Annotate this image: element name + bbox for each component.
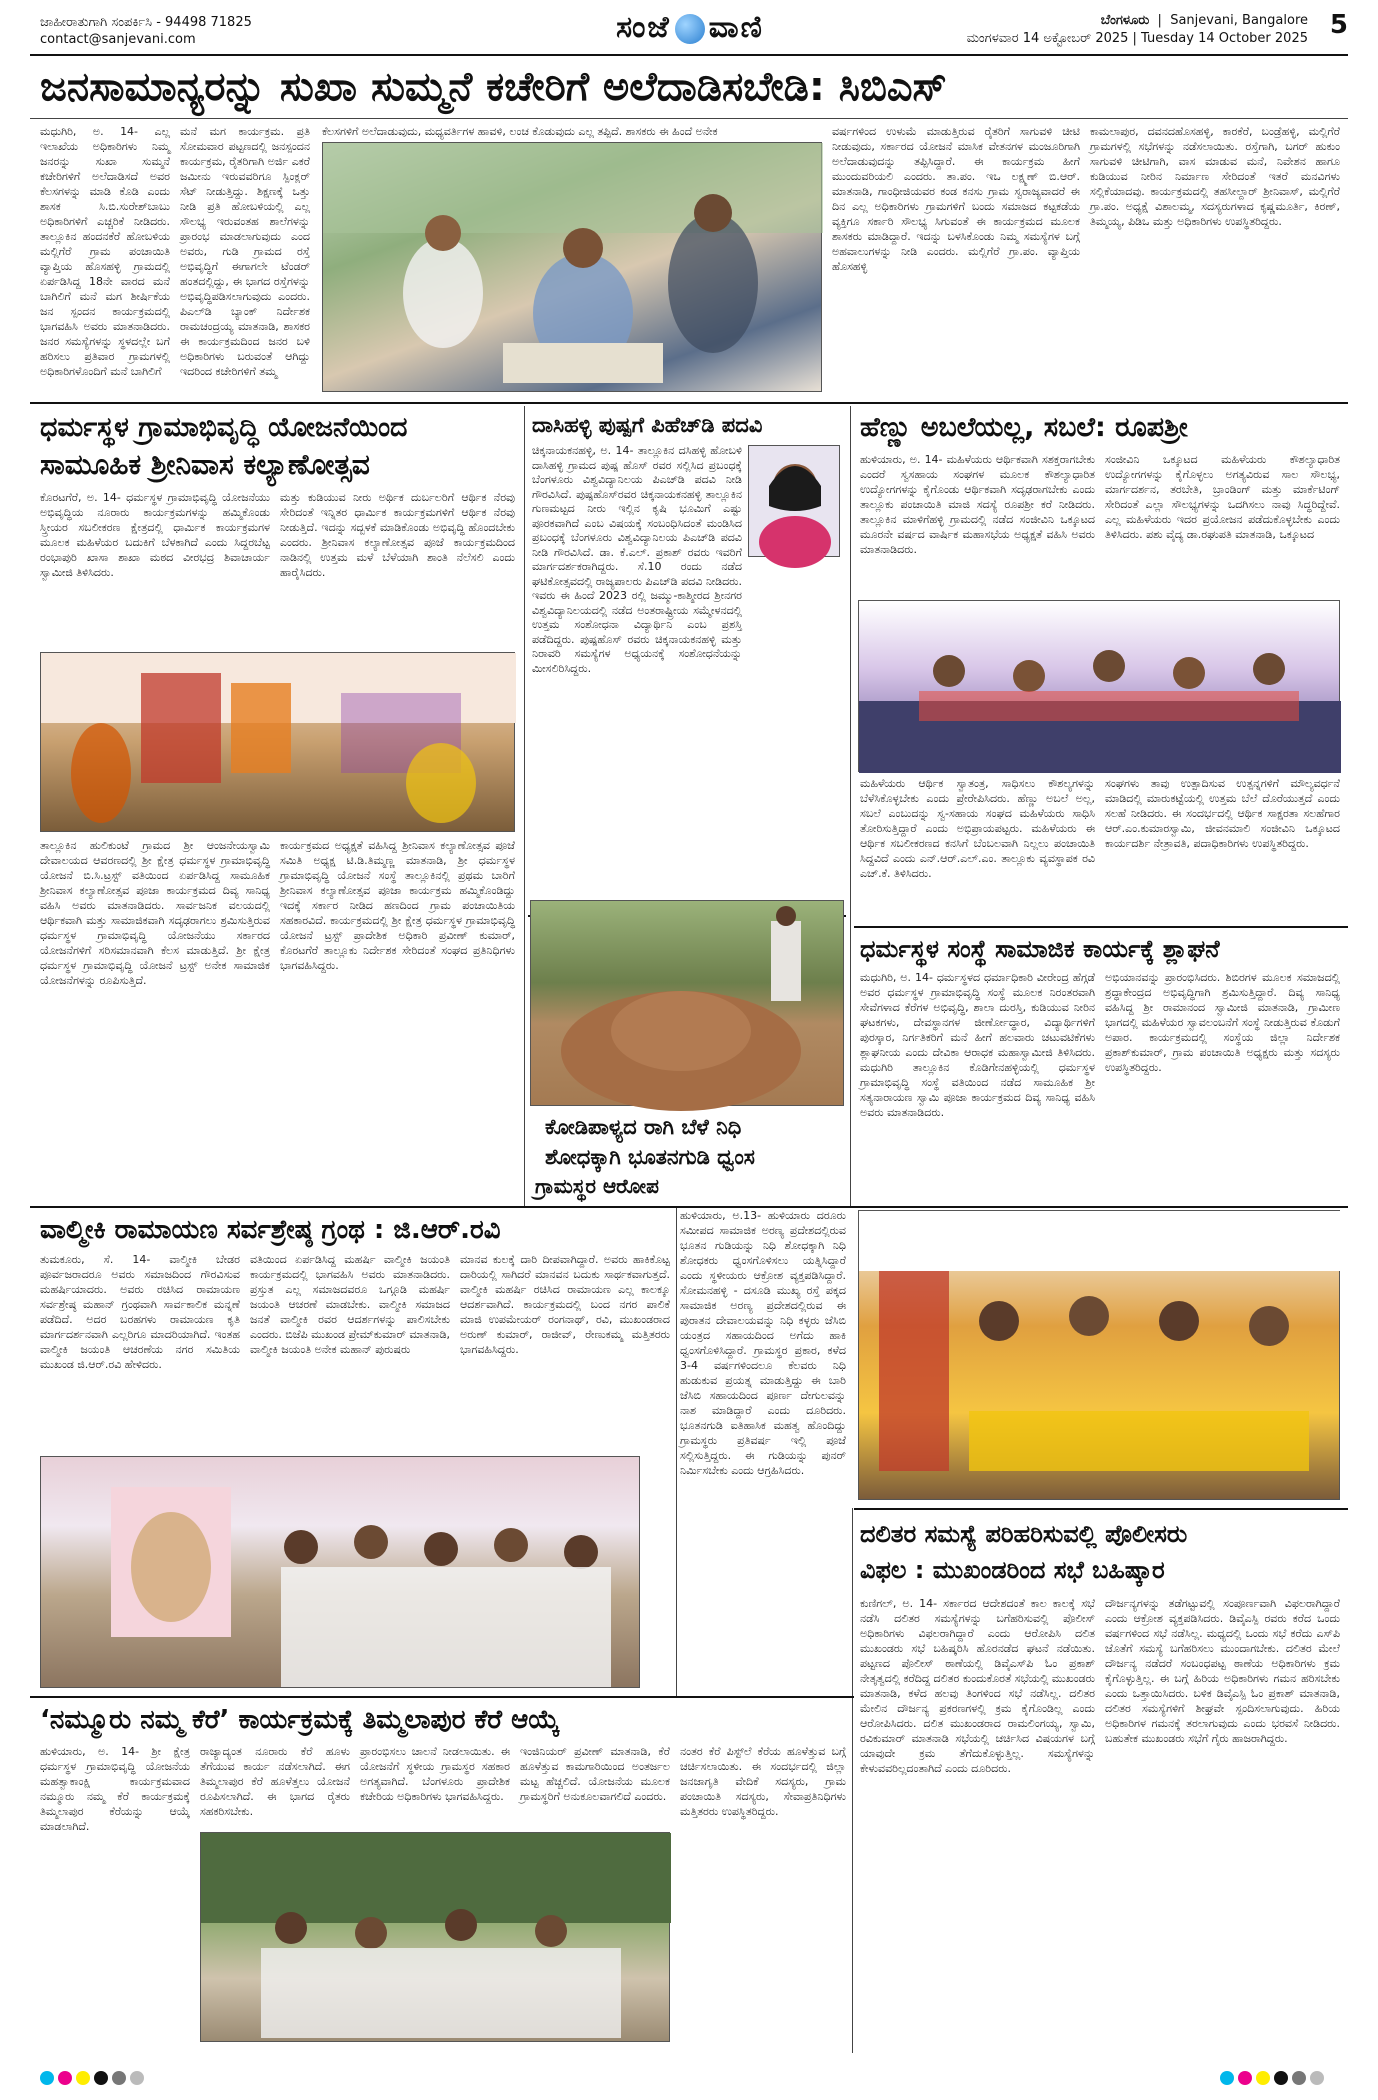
kere-col-3: ಪ್ರಾರಂಭಿಸಲು ಚಾಲನೆ ನೀಡಲಾಯಿತು. ಈ ಯೋಜನೆಗೆ ಸ್ಥಳೀಯ ಗ್ರಾಮಸ್ಥರ ಸಹಕಾರ ಅಗತ್ಯವಾಗಿದೆ. ಬೆಂಗಳೂರು ಪ್ರಾದೇಶಿಕ ಕಚೇರಿಯ ಅಧಿಕಾರಿಗಳು ಭಾಗವಹಿಸಿದ್ದರು. xyxy=(360,1745,510,1803)
valmiki-col-1: ತುಮಕೂರು, ಸೆ. 14- ವಾಲ್ಮೀಕಿ ಬೇಡರ ಪೂರ್ವಜರಾದರೂ ಅವರು ಸಮಾಜದಿಂದ ಗೌರವಿಸುವ ಮಹರ್ಷಿಯಾದರು. ಅವರು ರಚಿಸಿದ ರಾಮಾಯಣ ಸರ್ವಶ್ರೇಷ್ಠ ಮಹಾನ್ ಗ್ರಂಥವಾಗಿ ಸಾರ್ವಕಾಲಿಕ ಮನ್ನಣೆ ಪಡೆದಿದೆ. ಅದರ ಬರಹಗಳು ರಾಮಾಯಣ ಕೃತಿ ಮಾರ್ಗದರ್ಶನವಾಗಿ ಎಲ್ಲರಿಗೂ ಮಾದರಿಯಾಗಿದೆ. ಇಂತಹ ವಾಲ್ಮೀಕಿ ಜಯಂತಿ ಆಚರಣೆಯ ನಗರ ಸಮಿತಿಯ ಮುಖಂಡ ಜಿ.ಆರ್.ರವಿ ಹೇಳಿದರು. xyxy=(40,1253,240,1371)
kodi-text: ಹುಳಿಯಾರು, ಅ.13- ಹುಳಿಯಾರು ದರೂರು ಸಮೀಪದ ಸಾಮಾಜಿಕ ಅರಣ್ಯ ಪ್ರದೇಶದಲ್ಲಿರುವ ಭೂತನ ಗುಡಿಯನ್ನು ನಿಧಿ ಶೋಧಕ್ಕಾಗಿ ನಿಧಿ ಶೋಧಕರು ಧ್ವಂಸಗೊಳಿಸಲು ಯತ್ನಿಸಿದ್ದಾರೆ ಎಂದು ಸ್ಥಳೀಯರು ಆಕ್ರೋಶ ವ್ಯಕ್ತಪಡಿಸಿದ್ದಾರೆ. ಸೋಮನಹಳ್ಳಿ - ದಸೂಡಿ ಮುಖ್ಯ ರಸ್ತೆ ಪಕ್ಕದ ಸಾಮಾಜಿಕ ಅರಣ್ಯ ಪ್ರದೇಶದಲ್ಲಿರುವ ಈ ಪುರಾತನ ದೇವಾಲಯವನ್ನು ನಿಧಿ ಕಳ್ಳರು ಜೆಸಿಬಿ ಯಂತ್ರದ ಸಹಾಯದಿಂದ ಅಗೆದು ಹಾಕಿ ಧ್ವಂಸಗೊಳಿಸಿದ್ದಾರೆ. ಗ್ರಾಮಸ್ಥರ ಪ್ರಕಾರ, ಕಳೆದ 3-4 ವರ್ಷಗಳಿಂದಲೂ ಕೆಲವರು ನಿಧಿ ಹುಡುಕುವ ಪ್ರಯತ್ನ ಮಾಡುತ್ತಿದ್ದು ಈ ಬಾರಿ ಜೆಸಿಬಿ ಸಹಾಯದಿಂದ ಪೂರ್ಣ ದೇಗುಲವನ್ನು ನಾಶ ಮಾಡಿದ್ದಾರೆ ಎಂದು ದೂರಿದರು. ಭೂತನಗುಡಿ ಐತಿಹಾಸಿಕ ಮಹತ್ವ ಹೊಂದಿದ್ದು ಗ್ರಾಮಸ್ಥರು ಪ್ರತಿವರ್ಷ ಇಲ್ಲಿ ಪೂಜೆ ಸಲ್ಲಿಸುತ್ತಿದ್ದರು. ಈ ಗುಡಿಯನ್ನು ಪುನರ್‌ ನಿರ್ಮಿಸಬೇಕು ಎಂದು ಆಗ್ರಹಿಸಿದರು. xyxy=(680,1209,846,1477)
dharma2-headline: ಧರ್ಮಸ್ಥಳ ಸಂಸ್ಥೆ ಸಾಮಾಜಿಕ ಕಾರ್ಯಕ್ಕೆ ಶ್ಲಾಘನೆ xyxy=(860,935,1220,963)
dharma1-photo xyxy=(40,652,515,832)
divider xyxy=(30,1206,1348,1208)
dalit-headline-2: ವಿಫಲ : ಮುಖಂಡರಿಂದ ಸಭೆ ಬಹಿಷ್ಕಾರ xyxy=(860,1556,1165,1584)
cmyk-marks-right xyxy=(1220,2070,1328,2089)
advert-phone: ಜಾಹೀರಾತುಗಾಗಿ ಸಂಪರ್ಕಿಸಿ - 94498 71825 xyxy=(40,15,252,30)
dharma2-col-1: ಮಧುಗಿರಿ, ಅ. 14- ಧರ್ಮಸ್ಥಳದ ಧರ್ಮಾಧಿಕಾರಿ ವೀರೇಂದ್ರ ಹೆಗ್ಗಡೆ ಅವರ ಧರ್ಮಸ್ಥಳ ಗ್ರಾಮಾಭಿವೃದ್ಧಿ ಸಂಸ್ಥೆ ಮೂಲಕ ನಿರಂತರವಾಗಿ ಸೇವೆಗಳಾದ ಕೆರೆಗಳ ಅಭಿವೃದ್ಧಿ, ಶಾಲಾ ದುರಸ್ತಿ, ಕುಡಿಯುವ ನೀರಿನ ಘಟಕಗಳು, ದೇವಸ್ಥಾನಗಳ ಜೀರ್ಣೋದ್ಧಾರ, ವಿದ್ಯಾರ್ಥಿಗಳಿಗೆ ಪುರಸ್ಕಾರ, ನಿರ್ಗತಿಕರಿಗೆ ಮನೆ ಹೀಗೆ ಹಲವಾರು ಚಟುವಟಿಕೆಗಳು ಶ್ಲಾಘನೀಯ ಎಂದು ದೇವಿಕಾ ಆರಾಧಕ ಮಹಾಸ್ವಾಮೀಜಿ ತಿಳಿಸಿದರು. ಮಧುಗಿರಿ ತಾಲ್ಲೂಕಿನ ಕೊಡಿಗೇನಹಳ್ಳಿಯಲ್ಲಿ ಧರ್ಮಸ್ಥಳ ಗ್ರಾಮಾಭಿವೃದ್ಧಿ ಸಂಸ್ಥೆ ವತಿಯಿಂದ ನಡೆದ ಸಾಮೂಹಿಕ ಶ್ರೀ ಸತ್ಯನಾರಾಯಣ ಸ್ವಾಮಿ ಪೂಜಾ ಕಾರ್ಯಕ್ರಮದ ದಿವ್ಯ ಸಾನಿಧ್ಯ ವಹಿಸಿ ಅವರು ಮಾತನಾಡಿದರು. xyxy=(860,971,1095,1119)
dalit-col-1: ಕುಣಿಗಲ್, ಅ. 14- ಸರ್ಕಾರದ ಆದೇಶದಂತೆ ಕಾಲ ಕಾಲಕ್ಕೆ ಸಭೆ ನಡೆಸಿ ದಲಿತರ ಸಮಸ್ಯೆಗಳನ್ನು ಬಗೆಹರಿಸುವಲ್ಲಿ ಪೊಲೀಸ್ ಅಧಿಕಾರಿಗಳು ವಿಫಲರಾಗಿದ್ದಾರೆ ಎಂದು ಆರೋಪಿಸಿ ದಲಿತ ಮುಖಂಡರು ಸಭೆ ಬಹಿಷ್ಕರಿಸಿ ಹೊರನಡೆದ ಘಟನೆ ನಡೆಯಿತು. ಪಟ್ಟಣದ ಪೊಲೀಸ್ ಠಾಣೆಯಲ್ಲಿ ಡಿವೈಎಸ್‌ಪಿ ಓಂ ಪ್ರಕಾಶ್ ನೇತೃತ್ವದಲ್ಲಿ ಕರೆದಿದ್ದ ದಲಿತರ ಕುಂದುಕೊರತೆ ಸಭೆಯಲ್ಲಿ ಮುಖಂಡರು ಮಾತನಾಡಿ, ಕಳೆದ ಹಲವು ತಿಂಗಳಿಂದ ಸಭೆ ನಡೆಸಿಲ್ಲ. ದಲಿತರ ಮೇಲಿನ ದೌರ್ಜನ್ಯ ಪ್ರಕರಣಗಳಲ್ಲಿ ಕ್ರಮ ಕೈಗೊಂಡಿಲ್ಲ ಎಂದು ಆರೋಪಿಸಿದರು. ದಲಿತ ಮುಖಂಡರಾದ ರಾಮಲಿಂಗಯ್ಯ, ಸ್ವಾಮಿ, ರವಿಕುಮಾರ್ ಮಾತನಾಡಿ ಸಭೆಯಲ್ಲಿ ಚರ್ಚಿಸಿದ ವಿಷಯಗಳ ಬಗ್ಗೆ ಯಾವುದೇ ಕ್ರಮ ತೆಗೆದುಕೊಳ್ಳುತ್ತಿಲ್ಲ. ಸಮಸ್ಯೆಗಳನ್ನು ಕೇಳುವವರಿಲ್ಲದಂತಾಗಿದೆ ಎಂದು ದೂರಿದರು. xyxy=(860,1597,1095,1775)
lead-col-2: ಮನೆ ಮಗ ಕಾರ್ಯಕ್ರಮ. ಪ್ರತಿ ಸೋಮವಾರ ಪಟ್ಟಣದಲ್ಲಿ ಜನಸ್ಪಂದನ ಕಾರ್ಯಕ್ರಮ, ರೈತರಿಗಾಗಿ ಅರ್ಜಿ ಎಕರೆ ಜಮೀನು ಇರುವವರಿಗೂ ಸ್ಪಿಂಕ್ಲರ್ ಸೆಟ್ ನೀಡುತ್ತಿದ್ದು. ಶಿಕ್ಷಣಕ್ಕೆ ಒತ್ತು ನೀಡಿ ಪ್ರತಿ ಹೋಬಳಿಯಲ್ಲಿ ಎಲ್ಲ ಸೌಲಭ್ಯ ಇರುವಂತಹ ಶಾಲೆಗಳನ್ನು ಪ್ರಾರಂಭ ಮಾಡಲಾಗುವುದು ಎಂದ ಅವರು, ಗುಡಿ ಗ್ರಾಮದ ರಸ್ತೆ ಅಭಿವೃದ್ಧಿಗೆ ಈಗಾಗಲೇ ಟೆಂಡರ್ ಹಂತದಲ್ಲಿದ್ದು, ಈ ಭಾಗದ ರಸ್ತೆಗಳನ್ನು ಅಭಿವೃದ್ಧಿಪಡಿಸಲಾಗುವುದು ಎಂದರು. ಪಿಎಲ್‌ಡಿ ಬ್ಯಾಂಕ್ ನಿರ್ದೇಶಕ ರಾಮಚಂದ್ರಯ್ಯ ಮಾತನಾಡಿ, ಶಾಸಕರ ಈ ಕಾರ್ಯಕ್ರಮದಿಂದ ಜನರ ಬಳಿ ಅಧಿಕಾರಿಗಳು ಬರುವಂತೆ ಆಗಿದ್ದು ಇದರಿಂದ ಕಚೇರಿಗಳಿಗೆ ತಮ್ಮ xyxy=(180,125,310,378)
column-rule xyxy=(852,1508,853,2053)
masthead-right: ವಾಣಿ xyxy=(708,10,764,45)
lead-headline: ಜನಸಾಮಾನ್ಯರನ್ನು ಸುಖಾ ಸುಮ್ಮನೆ ಕಚೇರಿಗೆ ಅಲೆದಾಡಿಸಬೇಡಿ: ಸಿಬಿಎಸ್ xyxy=(40,64,947,110)
henn-below-2: ಸಂಘಗಳು ತಾವು ಉತ್ಪಾದಿಸುವ ಉತ್ಪನ್ನಗಳಿಗೆ ಮೌಲ್ಯವರ್ಧನೆ ಮಾಡಿದಲ್ಲಿ ಮಾರುಕಟ್ಟೆಯಲ್ಲಿ ಉತ್ತಮ ಬೆಲೆ ದೊರೆಯುತ್ತದೆ ಎಂದು ಸಲಹೆ ನೀಡಿದರು. ಈ ಸಂದರ್ಭದಲ್ಲಿ ಆರ್ಥಿಕ ಸಾಕ್ಷರತಾ ಸಲಹೆಗಾರ ಆರ್.ಎಂ.ಕುಮಾರಸ್ವಾಮಿ, ಜೀವನಮಾಲಿ ಸಂಜೀವಿನಿ ಒಕ್ಕೂಟದ ಕಾರ್ಯದರ್ಶಿ ನೇತ್ರಾವತಿ, ಪದಾಧಿಕಾರಿಗಳು ಉಪಸ್ಥಿತರಿದ್ದರು. xyxy=(1105,777,1340,850)
henn-headline: ಹೆಣ್ಣು ಅಬಲೆಯಲ್ಲ, ಸಬಲೆ: ರೂಪಶ್ರೀ xyxy=(860,412,1188,443)
kere-col-4: ಇಂಜಿನಿಯರ್ ಪ್ರವೀಣ್ ಮಾತನಾಡಿ, ಕೆರೆ ಹೂಳೆತ್ತುವ ಕಾಮಗಾರಿಯಿಂದ ಅಂತರ್ಜಲ ಮಟ್ಟ ಹೆಚ್ಚಲಿದೆ. ಯೋಜನೆಯ ಮೂಲಕ ಗ್ರಾಮಸ್ಥರಿಗೆ ಅನುಕೂಲವಾಗಲಿದೆ ಎಂದರು. xyxy=(520,1745,670,1803)
dharma1-below-2: ಕಾರ್ಯಕ್ರಮದ ಅಧ್ಯಕ್ಷತೆ ವಹಿಸಿದ್ದ ಶ್ರೀನಿವಾಸ ಕಲ್ಯಾಣೋತ್ಸವ ಪೂಜೆ ಸಮಿತಿ ಅಧ್ಯಕ್ಷ ಟಿ.ಡಿ.ತಿಮ್ಮಣ್ಣ ಮಾತನಾಡಿ, ಶ್ರೀ ಧರ್ಮಸ್ಥಳ ಗ್ರಾಮಾಭಿವೃದ್ಧಿ ಯೋಜನೆ ಸಂಸ್ಥೆ ತಾಲ್ಲೂಕಿನಲ್ಲಿ ಪ್ರಥಮ ಬಾರಿಗೆ ಶ್ರೀನಿವಾಸ ಕಲ್ಯಾಣೋತ್ಸವ ಪೂಜಾ ಕಾರ್ಯಕ್ರಮ ಹಮ್ಮಿಕೊಂಡಿದ್ದು ಇದಕ್ಕೆ ಸರ್ಕಾರ ನೀಡಿದ ಹಣದಿಂದ ಗ್ರಾಮ ಪಂಚಾಯಿತಿಯ ಸಹಕಾರವಿದೆ. ಕಾರ್ಯಕ್ರಮದಲ್ಲಿ ಶ್ರೀ ಕ್ಷೇತ್ರ ಧರ್ಮಸ್ಥಳ ಗ್ರಾಮಾಭಿವೃದ್ಧಿ ಯೋಜನೆ ಟ್ರಸ್ಟ್ ಪ್ರಾದೇಶಿಕ ಅಧಿಕಾರಿ ಪ್ರವೀಣ್ ಕುಮಾರ್, ಕೊರಟಗೆರೆ ತಾಲ್ಲೂಕು ನಿರ್ದೇಶಕ ಸೇರಿದಂತೆ ಸಂಘದ ಪ್ರತಿನಿಧಿಗಳು ಭಾಗವಹಿಸಿದ್ದರು. xyxy=(280,839,515,972)
kere-col-2: ರಾಜ್ಯಾದ್ಯಂತ ನೂರಾರು ಕೆರೆ ಹೂಳು ತೆಗೆಯುವ ಕಾರ್ಯ ನಡೆಸಲಾಗಿದೆ. ಈಗ ತಿಮ್ಮಲಾಪುರ ಕೆರೆ ಹೂಳೆತ್ತಲು ಯೋಜನೆ ರೂಪಿಸಲಾಗಿದೆ. ಈ ಭಾಗದ ರೈತರು ಸಹಕರಿಸಬೇಕು. xyxy=(200,1745,350,1818)
henn-photo xyxy=(858,600,1340,772)
dharma2-photo xyxy=(858,1210,1340,1500)
kere-headline: ‘ನಮ್ಮೂರು ನಮ್ಮ ಕೆರೆ’ ಕಾರ್ಯಕ್ರಮಕ್ಕೆ ತಿಮ್ಮಲಾಪುರ ಕೆರೆ ಆಯ್ಕೆ xyxy=(40,1705,560,1735)
dharma2-col-2: ಅಭಿಯಾನವನ್ನು ಪ್ರಾರಂಭಿಸಿದರು. ಶಿಬಿರಗಳ ಮೂಲಕ ಸಮಾಜದಲ್ಲಿ ಶ್ರದ್ಧಾಕೇಂದ್ರದ ಅಭಿವೃದ್ಧಿಗಾಗಿ ಶ್ರಮಿಸುತ್ತಿದ್ದಾರೆ. ದಿವ್ಯ ಸಾನಿಧ್ಯ ವಹಿಸಿದ್ದ ಶ್ರೀ ರಾಮಾನಂದ ಸ್ವಾಮೀಜಿ ಮಾತನಾಡಿ, ಗ್ರಾಮೀಣ ಭಾಗದಲ್ಲಿ ಮಹಿಳೆಯರ ಸ್ವಾವಲಂಬನೆಗೆ ಸಂಸ್ಥೆ ನೀಡುತ್ತಿರುವ ಕೊಡುಗೆ ಅಪಾರ. ಕಾರ್ಯಕ್ರಮದಲ್ಲಿ ಸಂಸ್ಥೆಯ ಜಿಲ್ಲಾ ನಿರ್ದೇಶಕ ಪ್ರಕಾಶ್‌ಕುಮಾರ್, ಗ್ರಾಮ ಪಂಚಾಯಿತಿ ಅಧ್ಯಕ್ಷರು ಮತ್ತು ಸದಸ್ಯರು ಉಪಸ್ಥಿತರಿದ್ದರು. xyxy=(1105,971,1340,1074)
valmiki-photo xyxy=(40,1456,640,1688)
kere-col-1: ಹುಳಿಯಾರು, ಅ. 14- ಶ್ರೀ ಕ್ಷೇತ್ರ ಧರ್ಮಸ್ಥಳ ಗ್ರಾಮಾಭಿವೃದ್ಧಿ ಯೋಜನೆಯ ಮಹತ್ವಾಕಾಂಕ್ಷಿ ಕಾರ್ಯಕ್ರಮವಾದ ನಮ್ಮೂರು ನಮ್ಮ ಕೆರೆ ಕಾರ್ಯಕ್ರಮಕ್ಕೆ ತಿಮ್ಮಲಾಪುರ ಕೆರೆಯನ್ನು ಆಯ್ಕೆ ಮಾಡಲಾಗಿದೆ. xyxy=(40,1745,190,1833)
kodi-headline-3: ಗ್ರಾಮಸ್ಥರ ಆರೋಪ xyxy=(535,1174,659,1198)
lead-col-1: ಮಧುಗಿರಿ, ಅ. 14- ಎಲ್ಲ ಇಲಾಖೆಯ ಅಧಿಕಾರಿಗಳು ನಿಮ್ಮ ಜನರನ್ನು ಸುಖಾ ಸುಮ್ಮನೆ ಕಚೇರಿಗಳಿಗೆ ಅಲೆದಾಡಿಸದೆ ಅವರ ಕೆಲಸಗಳನ್ನು ಮಾಡಿ ಕೊಡಿ ಎಂದು ಶಾಸಕ ಸಿ.ಬಿ.ಸುರೇಶ್‌ಬಾಬು ಅಧಿಕಾರಿಗಳಿಗೆ ಎಚ್ಚರಿಕೆ ನೀಡಿದರು. ತಾಲ್ಲೂಕಿನ ಹಂದನಕೆರೆ ಹೋಬಳಿಯ ಮಲ್ಲಿಗೆರೆ ಗ್ರಾಮ ಪಂಚಾಯಿತಿ ವ್ಯಾಪ್ತಿಯ ಹೊಸಹಳ್ಳಿ ಗ್ರಾಮದಲ್ಲಿ ಏರ್ಪಡಿಸಿದ್ದ 18ನೇ ವಾರದ ಮನೆ ಬಾಗಿಲಿಗೆ ಮನೆ ಮಗ ಶೀರ್ಷಿಕೆಯ ಜನ ಸ್ಪಂದನ ಕಾರ್ಯಕ್ರಮದಲ್ಲಿ ಭಾಗವಹಿಸಿ ಅವರು ಮಾತನಾಡಿದರು. ಜನರ ಸಮಸ್ಯೆಗಳನ್ನು ಸ್ಥಳದಲ್ಲೇ ಬಗೆ ಹರಿಸಲು ಪ್ರತಿವಾರ ಗ್ರಾಮಗಳಲ್ಲಿ ಅಧಿಕಾರಿಗಳೊಂದಿಗೆ ಮನೆ ಬಾಗಿಲಿಗೆ xyxy=(40,125,170,378)
cmyk-marks-left xyxy=(40,2070,148,2089)
kodi-headline-1: ಕೋಡಿಪಾಳ್ಯದ ರಾಗಿ ಬೆಳೆ ನಿಧಿ xyxy=(545,1115,742,1139)
dasi-lede xyxy=(532,444,742,675)
contact-email[interactable]: contact@sanjevani.com xyxy=(40,32,196,47)
date-line: ಮಂಗಳವಾರ 14 ಅಕ್ಟೋಬರ್ 2025 | Tuesday 14 October 2025 xyxy=(966,31,1308,46)
edition-info: ಬೆಂಗಳೂರು | Sanjevani, Bangalore ಮಂಗಳವಾರ 14 ಅಕ್ಟೋಬರ್ 2025 | Tuesday 14 October 2025 xyxy=(966,13,1308,46)
edition: Sanjevani, Bangalore xyxy=(1170,13,1308,28)
divider xyxy=(854,1508,1348,1510)
valmiki-col-2: ವತಿಯಿಂದ ಏರ್ಪಡಿಸಿದ್ದ ಮಹರ್ಷಿ ವಾಲ್ಮೀಕಿ ಜಯಂತಿ ಕಾರ್ಯಕ್ರಮದಲ್ಲಿ ಭಾಗವಹಿಸಿ ಅವರು ಮಾತನಾಡಿದರು. ಪ್ರಸ್ತುತ ಎಲ್ಲ ಸಮಾಜದವರೂ ಒಗ್ಗೂಡಿ ಮಹರ್ಷಿ ಜಯಂತಿ ಆಚರಣೆ ಮಾಡಬೇಕು. ವಾಲ್ಮೀಕಿ ಸಮಾಜದ ಜನತೆ ವಾಲ್ಮೀಕಿ ರವರ ಆದರ್ಶಗಳನ್ನು ಪಾಲಿಸಬೇಕು ಎಂದರು. ಬಿಜೆಪಿ ಮುಖಂಡ ಪ್ರೇಮ್‌ಕುಮಾರ್ ಮಾತನಾಡಿ, ವಾಲ್ಮೀಕಿ ಜಯಂತಿ ಅನೇಕ ಮಹಾನ್ ಪುರುಷರು xyxy=(250,1253,450,1356)
kodi-photo xyxy=(530,900,844,1106)
globe-icon xyxy=(675,14,705,44)
henn-below-1: ಮಹಿಳೆಯರು ಆರ್ಥಿಕ ಸ್ವಾತಂತ್ರ, ಸಾಧಿಸಲು ಕೌಶಲ್ಯಗಳನ್ನು ಬೆಳೆಸಿಕೊಳ್ಳಬೇಕು ಎಂದು ಪ್ರೇರೇಪಿಸಿದರು. ಹೆಣ್ಣು ಅಬಲೆ ಅಲ್ಲ, ಸಬಲೆ ಎಂಬುದನ್ನು ಸ್ವ-ಸಹಾಯ ಸಂಘದ ಮಹಿಳೆಯರು ಸಾಧಿಸಿ ತೋರಿಸುತ್ತಿದ್ದಾರೆ ಎಂದು ಅಭಿಪ್ರಾಯಪಟ್ಟರು. ಮಹಿಳೆಯರು ಈ ಆರ್ಥಿಕ ಸಬಲೀಕರಣದ ಕನಸಿಗೆ ಬೆಂಬಲವಾಗಿ ನಿಲ್ಲಲು ಪಂಚಾಯಿತಿ ಸಿದ್ದವಿದೆ ಎಂದು ಎನ್.ಆರ್.ಎಲ್.ಎಂ. ತಾಲ್ಲೂಕು ವ್ಯವಸ್ಥಾಪಕ ರವಿ ಎಚ್.ಕೆ. ತಿಳಿಸಿದರು. xyxy=(860,777,1095,880)
dharma1-col-2: ಮತ್ತು ಕುಡಿಯುವ ನೀರು ಅರ್ಥಿಕ ದುರ್ಬಲರಿಗೆ ಆರ್ಥಿಕ ನೆರವು ಸೇರಿದಂತೆ ಇನ್ನಿತರ ಧಾರ್ಮಿಕ ಕಾರ್ಯಕ್ರಮಗಳಿಗೆ ಆರ್ಥಿಕ ನೆರವು ನೀಡುತ್ತಿದೆ. ಇದನ್ನು ಸದ್ಬಳಕೆ ಮಾಡಿಕೊಂಡು ಅಭಿವೃದ್ಧಿ ಹೊಂದಬೇಕು ಎಂದರು. ಶ್ರೀನಿವಾಸ ಕಲ್ಯಾಣೋತ್ಸವ ಪೂಜೆ ಕಾರ್ಯಕ್ರಮದಿಂದ ನಾಡಿನಲ್ಲಿ ಉತ್ತಮ ಮಳೆ ಬೆಳೆಯಾಗಿ ಶಾಂತಿ ನೆಲೆಸಲಿ ಎಂದು ಹಾರೈಸಿದರು. xyxy=(280,491,515,579)
dasi-portrait xyxy=(748,445,840,557)
valmiki-col-3: ಮಾನವ ಕುಲಕ್ಕೆ ದಾರಿ ದೀಪವಾಗಿದ್ದಾರೆ. ಅವರು ಹಾಕಿಕೊಟ್ಟ ದಾರಿಯಲ್ಲಿ ಸಾಗಿದರೆ ಮಾನವನ ಬದುಕು ಸಾರ್ಥಕವಾಗುತ್ತದೆ. ವಾಲ್ಮೀಕಿ ಮಹರ್ಷಿ ರಚಿಸಿದ ರಾಮಾಯಣ ಎಲ್ಲ ಕಾಲಕ್ಕೂ ಆದರ್ಶವಾಗಿದೆ. ಕಾರ್ಯಕ್ರಮದಲ್ಲಿ ಬಂದ ನಗರ ಪಾಲಿಕೆ ಮಾಜಿ ಉಪಮೇಯರ್ ರಂಗನಾಥ್, ರವಿ, ಮುಖಂಡರಾದ ಅರುಣ್ ಕುಮಾರ್, ರಾಜೀವ್, ರೇಣುಕಮ್ಮ ಮತ್ತಿತರರು ಭಾಗವಹಿಸಿದ್ದರು. xyxy=(460,1253,670,1356)
henn-col-1: ಹುಳಿಯಾರು, ಅ. 14- ಮಹಿಳೆಯರು ಆರ್ಥಿಕವಾಗಿ ಸಶಕ್ತರಾಗಬೇಕು ಎಂದರೆ ಸ್ವಸಹಾಯ ಸಂಘಗಳ ಮೂಲಕ ಕೌಶಲ್ಯಾಧಾರಿತ ಉದ್ಯೋಗಗಳನ್ನು ಕೈಗೊಂಡು ಆರ್ಥಿಕವಾಗಿ ಸದೃಢರಾಗಬೇಕು ಎಂದು ತಾಲ್ಲೂಕು ಪಂಚಾಯಿತಿ ಮಾಜಿ ಸದಸ್ಯೆ ರೂಪಶ್ರೀ ಕರೆ ನೀಡಿದರು. ತಾಲ್ಲೂಕಿನ ಮಾಳಿಗೆಹಳ್ಳಿ ಗ್ರಾಮದಲ್ಲಿ ನಡೆದ ಸಂಜೀವಿನಿ ಒಕ್ಕೂಟದ ಮೂರನೇ ವರ್ಷದ ವಾರ್ಷಿಕ ಮಹಾಸಭೆಯ ಅಧ್ಯಕ್ಷತೆ ವಹಿಸಿ ಅವರು ಮಾತನಾಡಿದರು. xyxy=(860,453,1095,556)
lead-photo xyxy=(322,142,822,392)
dharma1-below-1: ತಾಲ್ಲೂಕಿನ ಹುಲಿಕುಂಟೆ ಗ್ರಾಮದ ಶ್ರೀ ಆಂಜನೇಯಸ್ವಾಮಿ ದೇವಾಲಯದ ಆವರಣದಲ್ಲಿ ಶ್ರೀ ಕ್ಷೇತ್ರ ಧರ್ಮಸ್ಥಳ ಗ್ರಾಮಾಭಿವೃದ್ಧಿ ಯೋಜನೆ ಬಿ.ಸಿ.ಟ್ರಸ್ಟ್ ವತಿಯಿಂದ ಏರ್ಪಡಿಸಿದ್ದ ಸಾಮೂಹಿಕ ಶ್ರೀನಿವಾಸ ಕಲ್ಯಾಣೋತ್ಸವ ಪೂಜಾ ಕಾರ್ಯಕ್ರಮದ ದಿವ್ಯ ಸಾನಿಧ್ಯ ವಹಿಸಿ ಅವರು ಮಾತನಾಡಿದರು. ಸಾರ್ವಜನಿಕ ವಲಯದಲ್ಲಿ ಆರ್ಥಿಕವಾಗಿ ಮತ್ತು ಸಾಮಾಜಿಕವಾಗಿ ಸದೃಢರಾಗಲು ಶ್ರಮಿಸುತ್ತಿರುವ ಧರ್ಮಸ್ಥಳ ಗ್ರಾಮಾಭಿವೃದ್ಧಿ ಯೋಜನೆಯು ಸರ್ಕಾರದ ಯೋಜನೆಗಳಿಗೆ ಸರಿಸಮಾನವಾಗಿ ಕೆಲಸ ಮಾಡುತ್ತಿದೆ. ಶ್ರೀ ಕ್ಷೇತ್ರ ಧರ್ಮಸ್ಥಳ ಗ್ರಾಮಾಭಿವೃದ್ಧಿ ಯೋಜನೆ ಟ್ರಸ್ಟ್ ಅನೇಕ ಸಾಮಾಜಿಕ ಯೋಜನೆಗಳನ್ನು ರೂಪಿಸುತ್ತಿದೆ. xyxy=(40,839,270,987)
kodi-headline-2: ಶೋಧಕ್ಕಾಗಿ ಭೂತನಗುಡಿ ಧ್ವಂಸ xyxy=(545,1145,755,1169)
dalit-col-2: ದೌರ್ಜನ್ಯಗಳನ್ನು ತಡೆಗಟ್ಟುವಲ್ಲಿ ಸಂಪೂರ್ಣವಾಗಿ ವಿಫಲರಾಗಿದ್ದಾರೆ ಎಂದು ಆಕ್ರೋಶ ವ್ಯಕ್ತಪಡಿಸಿದರು. ಡಿವೈಎಸ್ಪಿ ರವರು ಕರೆದ ಒಂದು ವರ್ಷಗಳಿಂದ ಸಭೆ ನಡೆಸಿಲ್ಲ. ಮಧ್ಯದಲ್ಲಿ ಒಂದು ಸಭೆ ಕರೆದು ಎಸ್‌ಪಿ ಜೊತೆಗೆ ಸಮಸ್ಯೆ ಬಗೆಹರಿಸಲು ಮುಂದಾಗಬೇಕು. ದಲಿತರ ಮೇಲೆ ದೌರ್ಜನ್ಯ ನಡೆದರೆ ಸಂಬಂಧಪಟ್ಟ ಠಾಣೆಯ ಅಧಿಕಾರಿಗಳು ಕ್ರಮ ಕೈಗೊಳ್ಳುತ್ತಿಲ್ಲ. ಈ ಬಗ್ಗೆ ಹಿರಿಯ ಅಧಿಕಾರಿಗಳು ಗಮನ ಹರಿಸಬೇಕು ಎಂದು ಒತ್ತಾಯಿಸಿದರು. ಬಳಿಕ ಡಿವೈಎಸ್ಪಿ ಓಂ ಪ್ರಕಾಶ್ ಮಾತನಾಡಿ, ದಲಿತರ ಸಮಸ್ಯೆಗಳಿಗೆ ಶೀಘ್ರವೇ ಸ್ಪಂದಿಸಲಾಗುವುದು. ಹಿರಿಯ ಅಧಿಕಾರಿಗಳ ಗಮನಕ್ಕೆ ತರಲಾಗುವುದು ಎಂದು ಭರವಸೆ ನೀಡಿದರು. ಬಹುತೇಕ ಮುಖಂಡರು ಸಭೆಗೆ ಗೈರು ಹಾಜರಾಗಿದ್ದರು. xyxy=(1105,1597,1340,1745)
divider xyxy=(30,118,1348,119)
masthead-left: ಸಂಜೆ xyxy=(616,10,671,45)
dharma1-col-1: ಕೊರಟಗೆರೆ, ಅ. 14- ಧರ್ಮಸ್ಥಳ ಗ್ರಾಮಾಭಿವೃದ್ಧಿ ಯೋಜನೆಯು ಅಭಿವೃದ್ಧಿಯ ನೂರಾರು ಕಾರ್ಯಕ್ರಮಗಳನ್ನು ಹಮ್ಮಿಕೊಂಡು ಸ್ತ್ರೀಯರ ಸಬಲೀಕರಣ ಕ್ಷೇತ್ರದಲ್ಲಿ ಧಾರ್ಮಿಕ ಕಾರ್ಯಕ್ರಮಗಳ ಮೂಲಕ ಮಹಿಳೆಯರ ಬದುಕಿಗೆ ಬೆಳಕಾಗಿದೆ ಎಂದು ಸಿದ್ದರಬೆಟ್ಟ ರಂಭಾಪುರಿ ಖಾಸಾ ಶಾಖಾ ಮಠದ ವೀರಭದ್ರ ಶಿವಾಚಾರ್ಯ ಸ್ವಾಮೀಜಿ ತಿಳಿಸಿದರು. xyxy=(40,491,270,579)
page-number: 5 xyxy=(1329,10,1348,40)
divider xyxy=(30,402,1348,404)
kere-photo xyxy=(200,1832,670,2042)
column-rule xyxy=(850,406,851,1206)
dasi-headline: ದಾಸಿಹಳ್ಳಿ ಪುಷ್ಪಗೆ ಪಿಹೆಚ್‌ಡಿ ಪದವಿ xyxy=(532,413,763,437)
masthead xyxy=(560,10,820,45)
divider xyxy=(30,1696,854,1698)
divider xyxy=(854,926,1348,928)
lead-col-4: ಕಾಮಲಾಪುರ, ದವನದಹೊಸಹಳ್ಳಿ, ಕಾರಕೆರೆ, ಬಂಡ್ರೆಹಳ್ಳಿ, ಮಲ್ಲಿಗೆರೆ ಗ್ರಾಮಗಳಲ್ಲಿ ಸಭೆಗಳನ್ನು ನಡೆಸಲಾಯಿತು. ರಸ್ತೆಗಾಗಿ, ಬಗರ್ ಹುಕುಂ ಸಾಗುವಳಿ ಚೀಟಿಗಾಗಿ, ವಾಸ ಮಾಡುವ ಮನೆ, ನಿವೇಶನ ಹಾಗೂ ಕುಡಿಯುವ ನೀರಿನ ನಿರ್ಮಾಣ ಸೇರಿದಂತೆ ಇತರೆ ಮನವಿಗಳು ಸಲ್ಲಿಕೆಯಾದವು. ಕಾರ್ಯಕ್ರಮದಲ್ಲಿ ತಹಸೀಲ್ದಾರ್ ಶ್ರೀನಿವಾಸ್, ಮಲ್ಲಿಗೆರೆ ಗ್ರಾ.ಪಂ. ಅಧ್ಯಕ್ಷೆ ವಿಶಾಲಮ್ಮ, ಸದಸ್ಯರುಗಳಾದ ಕೃಷ್ಣಮೂರ್ತಿ, ಕಿರಣ್, ತಿಮ್ಮಯ್ಯ, ಪಿಡಿಒ ಮತ್ತು ಅಧಿಕಾರಿಗಳು ಉಪಸ್ಥಿತರಿದ್ದರು. xyxy=(1090,125,1340,228)
kere-col-5: ನಂತರ ಕೆರೆ ಪಿಸ್ಟ್‌ಲೆ ಕೆರೆಯ ಹೂಳೆತ್ತುವ ಬಗ್ಗೆ ಚರ್ಚಿಸಲಾಯಿತು. ಈ ಸಂದರ್ಭದಲ್ಲಿ ಜಿಲ್ಲಾ ಜನಜಾಗೃತಿ ವೇದಿಕೆ ಸದಸ್ಯರು, ಗ್ರಾಮ ಪಂಚಾಯಿತಿ ಸದಸ್ಯರು, ಸೇವಾಪ್ರತಿನಿಧಿಗಳು ಮತ್ತಿತರರು ಉಪಸ್ಥಿತರಿದ್ದರು. xyxy=(680,1745,846,1818)
dharma1-headline-1: ಧರ್ಮಸ್ಥಳ ಗ್ರಾಮಾಭಿವೃದ್ಧಿ ಯೋಜನೆಯಿಂದ xyxy=(40,412,408,443)
valmiki-headline: ವಾಲ್ಮೀಕಿ ರಾಮಾಯಣ ಸರ್ವಶ್ರೇಷ್ಠ ಗ್ರಂಥ : ಜಿ.ಆರ್.ರವಿ xyxy=(40,1215,501,1245)
dalit-headline-1: ದಲಿತರ ಸಮಸ್ಯೆ ಪರಿಹರಿಸುವಲ್ಲಿ ಪೊಲೀಸರು xyxy=(860,1520,1188,1548)
dasi-text: ಚಿಕ್ಕನಾಯಕನಹಳ್ಳಿ, ಅ. 14- ತಾಲ್ಲೂಕಿನ ದಸಿಹಳ್ಳಿ ಹೋಬಳಿ ದಾಸಿಹಳ್ಳಿ ಗ್ರಾಮದ ಪುಷ್ಪ ಹೊಸ್ ರವರ ಸಲ್ಲಿಸಿದ ಪ್ರಬಂಧಕ್ಕೆ ಬೆಂಗಳೂರು ವಿಶ್ವವಿದ್ಯಾನಿಲಯ ಪಿಎಚ್‌ಡಿ ಪದವಿ ನೀಡಿ ಗೌರವಿಸಿದೆ. ಪುಷ್ಪಹೊಸ್‌ರವರ ಚಿಕ್ಕನಾಯಕನಹಳ್ಳಿ ತಾಲ್ಲೂಕಿನ ಗುಣಮಟ್ಟದ ನೀರು ಇಲ್ಲಿನ ಕೃಷಿ ಭೂಮಿಗೆ ಎಷ್ಟು ಪೂರಕವಾಗಿದೆ ಎಂಬ ವಿಷಯಕ್ಕೆ ಸಂಬಂಧಿಸಿದಂತೆ ಮಂಡಿಸಿದ ಪ್ರಬಂಧಕ್ಕೆ ಬೆಂಗಳೂರು ವಿಶ್ವವಿದ್ಯಾನಿಲಯ ಪಿಎಚ್‌ಡಿ ಪದವಿ ನೀಡಿ ಗೌರವಿಸಿದೆ. ಡಾ. ಕೆ.ಎಲ್. ಪ್ರಕಾಶ್ ರವರು ಇವರಿಗೆ ಮಾರ್ಗದರ್ಶಕರಾಗಿದ್ದರು. ಸೆ.10 ರಂದು ನಡೆದ ಘಟಿಕೋತ್ಸವದಲ್ಲಿ ರಾಜ್ಯಪಾಲರು ಪಿಎಚ್‌ಡಿ ಪದವಿ ನೀಡಿದರು. ಇವರು ಈ ಹಿಂದೆ 2023 ರಲ್ಲಿ ಜಮ್ಮು-ಕಾಶ್ಮೀರದ ಶ್ರೀನಗರ ವಿಶ್ವವಿದ್ಯಾನಿಲಯದಲ್ಲಿ ನಡೆದ ಅಂತರಾಷ್ಟ್ರೀಯ ಸಮ್ಮೇಳನದಲ್ಲಿ ಉತ್ತಮ ಸಂಶೋಧನಾ ವಿದ್ಯಾರ್ಥಿನಿ ಎಂಬ ಪ್ರಶಸ್ತಿ ಪಡೆದಿದ್ದರು. ಪುಷ್ಪಹೊಸ್ ರವರು ಚಿಕ್ಕನಾಯಕನಹಳ್ಳಿ ಮತ್ತು ನಿರಾವರಿ ಸಮಸ್ಯೆಗಳ ಅಧ್ಯಯನಕ್ಕೆ ಸಂಶೋಧನೆಯನ್ನು ಮೀಸಲಿರಿಸಿದ್ದರು. xyxy=(532,444,742,675)
column-rule xyxy=(524,406,525,1206)
lead-col-under-photo: ಕೆಲಸಗಳಿಗೆ ಅಲೆದಾಡುವುದು, ಮಧ್ಯವರ್ತಿಗಳ ಹಾವಳಿ, ಲಂಚ ಕೊಡುವುದು ಎಲ್ಲ ತಪ್ಪಿದೆ. ಶಾಸಕರು ಈ ಹಿಂದೆ ಅನೇಕ xyxy=(322,125,718,138)
city: ಬೆಂಗಳೂರು xyxy=(1100,13,1150,28)
advert-contact xyxy=(40,14,252,48)
lead-col-3: ವರ್ಷಗಳಿಂದ ಉಳುಮೆ ಮಾಡುತ್ತಿರುವ ರೈತರಿಗೆ ಸಾಗುವಳಿ ಚೀಟಿ ನೀಡುವುದು, ಸರ್ಕಾರದ ಯೋಜನೆ ಮಾಸಿಕ ವೇತನಗಳ ಮಂಜೂರಿಗಾಗಿ ಅಲೆದಾಡುವುದನ್ನು ತಪ್ಪಿಸಿದ್ದಾರೆ. ಈ ಕಾರ್ಯಕ್ರಮ ಹೀಗೆ ಮುಂದುವರಿಯಲಿ ಎಂದರು. ತಾ.ಪಂ. ಇಒ ಲಕ್ಷ್ಮಣ್ ಬಿ.ಆರ್. ಮಾತನಾಡಿ, ಗಾಂಧೀಜಿಯವರ ಕಂಡ ಕನಸು ಗ್ರಾಮ ಸ್ವರಾಜ್ಯವಾದರೆ ಈ ದಿನ ಎಲ್ಲ ಅಧಿಕಾರಿಗಳು ಗ್ರಾಮಗಳಿಗೆ ಬಂದು ಸಮಾಜದ ಕಟ್ಟಕಡೆಯ ವ್ಯಕ್ತಿಗೂ ಸರ್ಕಾರಿ ಸೌಲಭ್ಯ ಸಿಗುವಂತೆ ಈ ಕಾರ್ಯಕ್ರಮದ ಮೂಲಕ ಶಾಸಕರು ಮಾಡಿದ್ದಾರೆ. ಇದನ್ನು ಬಳಸಿಕೊಂಡು ನಿಮ್ಮ ಸಮಸ್ಯೆಗಳ ಬಗ್ಗೆ ಅಹವಾಲುಗಳನ್ನು ನೀಡಿ ಎಂದರು. ಮಲ್ಲಿಗೆರೆ ಗ್ರಾ.ಪಂ. ವ್ಯಾಪ್ತಿಯ ಹೊಸಹಳ್ಳಿ xyxy=(832,125,1080,273)
dharma1-headline-2: ಸಾಮೂಹಿಕ ಶ್ರೀನಿವಾಸ ಕಲ್ಯಾಣೋತ್ಸವ xyxy=(40,448,370,481)
header-rule xyxy=(30,54,1348,56)
column-rule xyxy=(676,1208,677,1698)
henn-col-2: ಸಂಜೀವಿನಿ ಒಕ್ಕೂಟದ ಮಹಿಳೆಯರು ಕೌಶಲ್ಯಾಧಾರಿತ ಉದ್ಯೋಗಗಳನ್ನು ಕೈಗೊಳ್ಳಲು ಅಗತ್ಯವಿರುವ ಸಾಲ ಸೌಲಭ್ಯ, ಮಾರ್ಗದರ್ಶನ, ತರಬೇತಿ, ಬ್ರಾಂಡಿಂಗ್ ಮತ್ತು ಮಾರ್ಕೆಟಿಂಗ್ ಸೇರಿದಂತೆ ಎಲ್ಲಾ ಸೌಲಭ್ಯಗಳನ್ನು ಒದಗಿಸಲು ನಾವು ಸಿದ್ಧರಿದ್ದೇವೆ. ಎಲ್ಲ ಮಹಿಳೆಯರು ಇದರ ಪ್ರಯೋಜನ ಪಡೆದುಕೊಳ್ಳಬೇಕು ಎಂದು ತಿಳಿಸಿದರು. ಪಶು ವೈದ್ಯ ಡಾ.ರಘುಪತಿ ಮಾತನಾಡಿ, ಒಕ್ಕೂಟದ xyxy=(1105,453,1340,541)
